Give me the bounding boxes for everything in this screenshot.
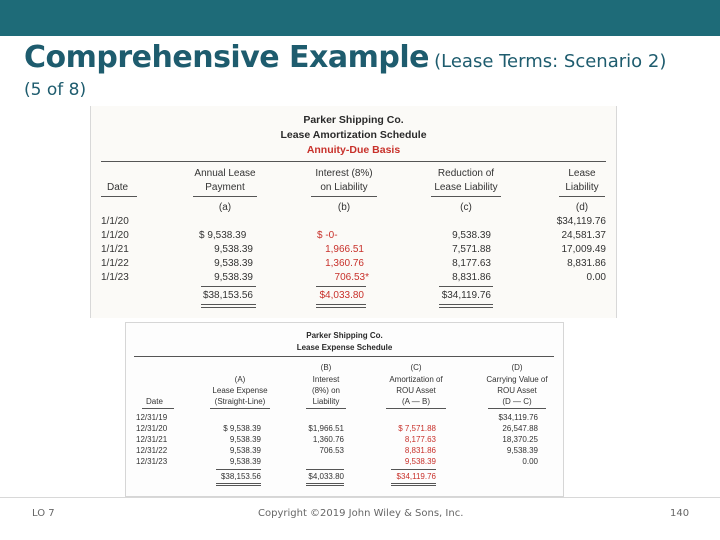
t1-total-payment: $38,153.56 bbox=[202, 290, 253, 301]
t2-double-rule bbox=[216, 483, 261, 484]
t2-sum-rule bbox=[306, 469, 344, 470]
t1-double-rule bbox=[201, 304, 256, 305]
t1-h-pay-1: Annual Lease bbox=[194, 168, 256, 179]
t1-h-lia-3: (d) bbox=[575, 202, 589, 213]
t2-h-exp-3: (Straight-Line) bbox=[214, 397, 266, 406]
t2-h-cv-4: (D — C) bbox=[502, 397, 532, 406]
t1-payment: 9,538.39 bbox=[214, 244, 253, 255]
t1-payment: $ 9,538.39 bbox=[199, 230, 247, 241]
t1-date: 1/1/22 bbox=[101, 258, 129, 269]
t2-am-underline bbox=[386, 408, 446, 409]
t2-exp-underline bbox=[210, 408, 270, 409]
t2-amort: 8,831.86 bbox=[404, 446, 436, 455]
t2-date: 12/31/21 bbox=[136, 435, 168, 444]
t2-interest: $1,966.51 bbox=[308, 424, 344, 433]
t1-basis: Annuity-Due Basis bbox=[306, 144, 401, 156]
t2-schedule: Lease Expense Schedule bbox=[296, 343, 393, 352]
t1-interest: 706.53* bbox=[334, 272, 369, 283]
t1-liability: 24,581.37 bbox=[561, 230, 606, 241]
t1-h-lia-2: Liability bbox=[565, 182, 599, 193]
t2-date: 12/31/23 bbox=[136, 457, 168, 466]
t1-h-int-1: Interest (8%) bbox=[315, 168, 373, 179]
t2-h-am-4: (A — B) bbox=[401, 397, 430, 406]
t1-schedule: Lease Amortization Schedule bbox=[280, 129, 427, 141]
t2-header-date: Date bbox=[146, 397, 163, 406]
t1-red-underline bbox=[431, 196, 501, 197]
t2-amort: 8,177.63 bbox=[404, 435, 436, 444]
t2-double-rule bbox=[216, 485, 261, 486]
t1-interest: 1,360.76 bbox=[325, 258, 364, 269]
t2-amort: 9,538.39 bbox=[404, 457, 436, 466]
t1-liability: $34,119.76 bbox=[556, 216, 606, 227]
t1-double-rule bbox=[316, 307, 366, 308]
t2-expense: 9,538.39 bbox=[229, 457, 261, 466]
t2-h-exp-2: Lease Expense bbox=[212, 386, 268, 395]
t2-h-int-4: Liability bbox=[312, 397, 340, 406]
t1-lia-underline bbox=[559, 196, 605, 197]
t1-liability: 8,831.86 bbox=[567, 258, 606, 269]
t2-double-rule bbox=[391, 485, 436, 486]
t1-h-red-1: Reduction of bbox=[437, 168, 495, 179]
t2-h-int-3: (8%) on bbox=[311, 386, 340, 395]
t1-h-int-3: (b) bbox=[337, 202, 351, 213]
t1-sum-rule bbox=[439, 286, 493, 287]
t1-double-rule bbox=[201, 307, 256, 308]
slide-title bbox=[24, 40, 666, 75]
t2-h-cv-3: ROU Asset bbox=[497, 386, 537, 395]
lease-amortization-table bbox=[90, 106, 617, 318]
t2-double-rule bbox=[306, 483, 344, 484]
t1-reduction: 8,177.63 bbox=[452, 258, 491, 269]
t1-total-reduction: $34,119.76 bbox=[441, 290, 491, 301]
t2-carrying: $34,119.76 bbox=[498, 413, 538, 422]
t1-reduction: 7,571.88 bbox=[452, 244, 491, 255]
slide-title-sub: (Lease Terms: Scenario 2) bbox=[434, 51, 667, 72]
t1-h-lia-1: Lease bbox=[568, 168, 596, 179]
t2-h-am-3: ROU Asset bbox=[396, 386, 436, 395]
t1-h-red-2: Lease Liability bbox=[434, 182, 498, 193]
t1-sum-rule bbox=[316, 286, 366, 287]
t1-sum-rule bbox=[201, 286, 256, 287]
t2-carrying: 9,538.39 bbox=[506, 446, 538, 455]
t1-payment: 9,538.39 bbox=[214, 272, 253, 283]
t2-top-rule bbox=[134, 356, 554, 357]
t2-sum-rule bbox=[391, 469, 436, 470]
t2-int-underline bbox=[306, 408, 346, 409]
t2-h-cv-1: (D) bbox=[511, 363, 523, 372]
footer-page-number: 140 bbox=[670, 508, 690, 519]
t1-reduction: 9,538.39 bbox=[452, 230, 491, 241]
t2-date: 12/31/20 bbox=[136, 424, 168, 433]
t2-h-int-1: (B) bbox=[320, 363, 332, 372]
t2-h-am-2: Amortization of bbox=[389, 375, 443, 384]
t1-company: Parker Shipping Co. bbox=[303, 114, 404, 126]
t1-h-red-3: (c) bbox=[460, 202, 472, 213]
t2-expense: $ 9,538.39 bbox=[223, 424, 261, 433]
slide-title-main: Comprehensive Example bbox=[24, 40, 430, 75]
t2-amort: $ 7,571.88 bbox=[398, 424, 436, 433]
t2-carrying: 26,547.88 bbox=[502, 424, 538, 433]
t2-expense: 9,538.39 bbox=[229, 446, 261, 455]
footer-divider bbox=[0, 497, 720, 498]
t2-h-exp-1: (A) bbox=[234, 375, 246, 384]
lease-expense-table bbox=[125, 322, 564, 497]
t1-liability: 17,009.49 bbox=[561, 244, 606, 255]
t2-expense: 9,538.39 bbox=[229, 435, 261, 444]
t2-double-rule bbox=[391, 483, 436, 484]
t2-h-int-2: Interest bbox=[312, 375, 340, 384]
t1-interest: $ -0- bbox=[317, 230, 338, 241]
t1-date: 1/1/20 bbox=[101, 216, 129, 227]
t1-double-rule bbox=[316, 304, 366, 305]
t1-double-rule bbox=[439, 307, 493, 308]
t2-carrying: 18,370.25 bbox=[502, 435, 538, 444]
t2-date-underline bbox=[142, 408, 174, 409]
top-banner bbox=[0, 0, 720, 36]
t1-top-rule bbox=[101, 161, 606, 162]
t2-h-cv-2: Carrying Value of bbox=[486, 375, 548, 384]
t1-payment: 9,538.39 bbox=[214, 258, 253, 269]
t2-total-amort: $34,119.76 bbox=[396, 472, 436, 481]
t2-sum-rule bbox=[216, 469, 261, 470]
t2-interest: 1,360.76 bbox=[312, 435, 344, 444]
t1-reduction: 8,831.86 bbox=[452, 272, 491, 283]
t1-date: 1/1/21 bbox=[101, 244, 129, 255]
t1-double-rule bbox=[439, 304, 493, 305]
t2-company: Parker Shipping Co. bbox=[306, 331, 383, 340]
t2-interest: 706.53 bbox=[319, 446, 344, 455]
t1-h-pay-3: (a) bbox=[218, 202, 232, 213]
t2-carrying: 0.00 bbox=[522, 457, 538, 466]
t1-date-underline bbox=[101, 196, 137, 197]
t1-header-date: Date bbox=[107, 182, 129, 193]
t1-pay-underline bbox=[193, 196, 257, 197]
slide-subtitle: (5 of 8) bbox=[24, 80, 87, 100]
t2-total-interest: $4,033.80 bbox=[308, 472, 344, 481]
t1-h-pay-2: Payment bbox=[205, 182, 245, 193]
t1-date: 1/1/20 bbox=[101, 230, 129, 241]
t1-int-underline bbox=[311, 196, 377, 197]
t1-date: 1/1/23 bbox=[101, 272, 129, 283]
t2-double-rule bbox=[306, 485, 344, 486]
t2-cv-underline bbox=[488, 408, 546, 409]
t2-date: 12/31/22 bbox=[136, 446, 168, 455]
t1-h-int-2: on Liability bbox=[320, 182, 368, 193]
t1-total-interest: $4,033.80 bbox=[319, 290, 364, 301]
footer-copyright: Copyright ©2019 John Wiley & Sons, Inc. bbox=[258, 508, 464, 519]
t1-liability: 0.00 bbox=[586, 272, 606, 283]
t1-interest: 1,966.51 bbox=[325, 244, 364, 255]
t2-h-am-1: (C) bbox=[410, 363, 422, 372]
t2-total-expense: $38,153.56 bbox=[220, 472, 261, 481]
t2-date: 12/31/19 bbox=[136, 413, 168, 422]
footer-lo: LO 7 bbox=[32, 508, 55, 519]
